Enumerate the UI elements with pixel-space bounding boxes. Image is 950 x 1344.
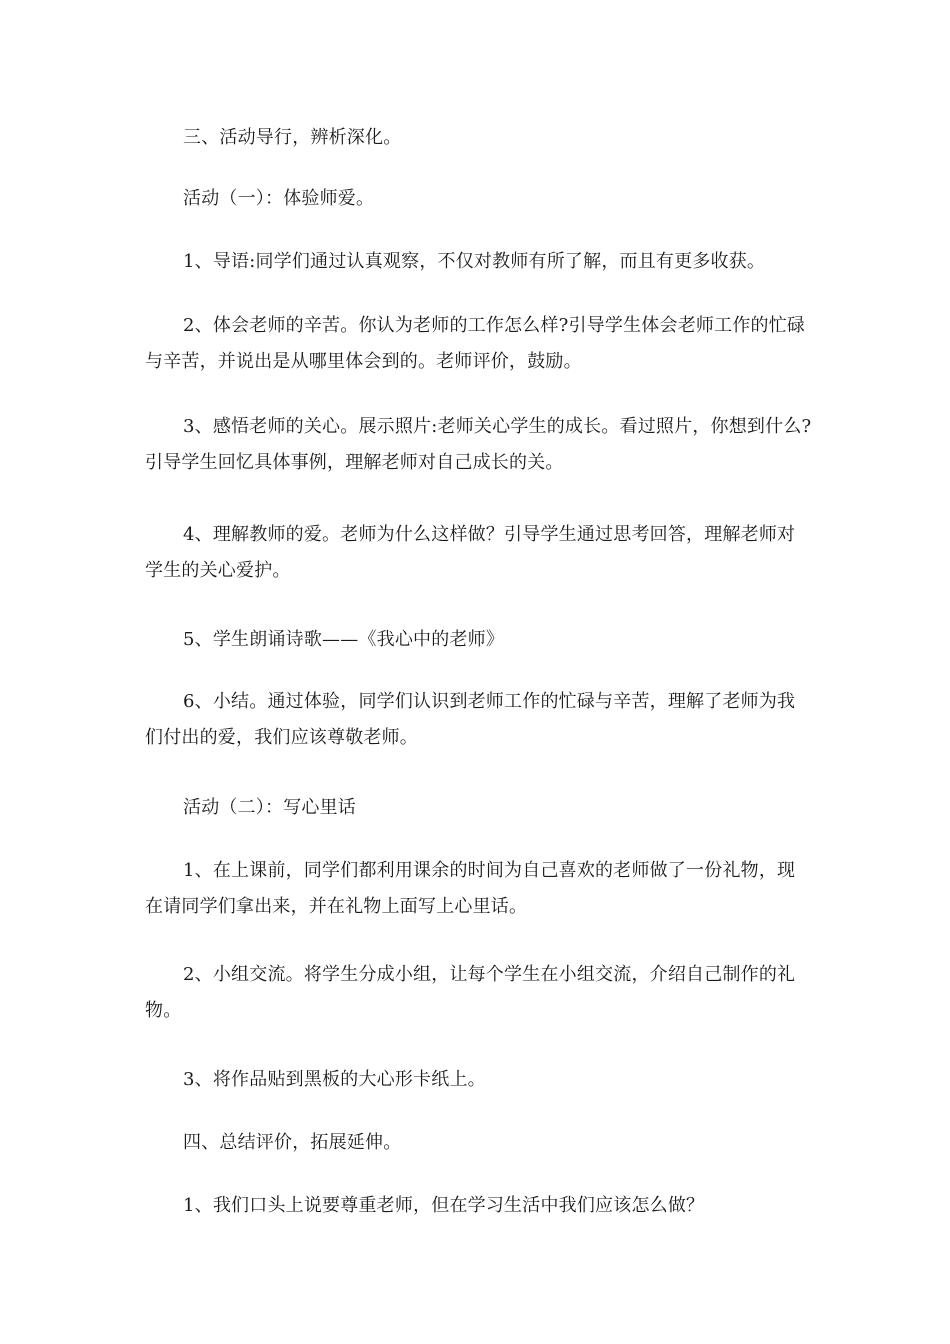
activity-1-item-5: 5、学生朗诵诗歌——《我心中的老师》 <box>183 629 505 650</box>
activity-1-item-4: 4、理解教师的爱。老师为什么这样做？引导学生通过思考回答，理解老师对学生的关心爱护。 <box>145 524 796 581</box>
section-heading-4: 四、总结评价，拓展延伸。 <box>183 1132 402 1153</box>
activity-2-item-3: 3、将作品贴到黑板的大心形卡纸上。 <box>183 1069 486 1090</box>
activity-2-heading: 活动（二）：写心里话 <box>183 797 356 818</box>
activity-2-item-1: 1、在上课前，同学们都利用课余的时间为自己喜欢的老师做了一份礼物，现在请同学们拿出来，并在礼物上面写上心里话。 <box>145 860 796 917</box>
activity-1-item-1: 1、导语:同学们通过认真观察，不仅对教师有所了解，而且有更多收获。 <box>183 251 766 272</box>
activity-1-item-3: 3、感悟老师的关心。展示照片:老师关心学生的成长。看过照片，你想到什么?引导学生回忆具体事例，理解老师对自己成长的关。 <box>145 416 812 473</box>
section-4-item-1: 1、我们口头上说要尊重老师，但在学习生活中我们应该怎么做？ <box>183 1195 705 1216</box>
activity-1-heading: 活动（一）：体验师爱。 <box>183 188 375 209</box>
activity-2-item-2: 2、小组交流。将学生分成小组，让每个学生在小组交流，介绍自己制作的礼物。 <box>145 964 796 1021</box>
activity-1-item-6: 6、小结。通过体验，同学们认识到老师工作的忙碌与辛苦，理解了老师为我们付出的爱，我们应该尊敬老师。 <box>145 691 796 748</box>
section-heading-3: 三、活动导行，辨析深化。 <box>183 127 402 148</box>
activity-1-item-2: 2、体会老师的辛苦。你认为老师的工作怎么样?引导学生体会老师工作的忙碌与辛苦，并说出是从哪里体会到的。老师评价，鼓励。 <box>145 315 806 372</box>
